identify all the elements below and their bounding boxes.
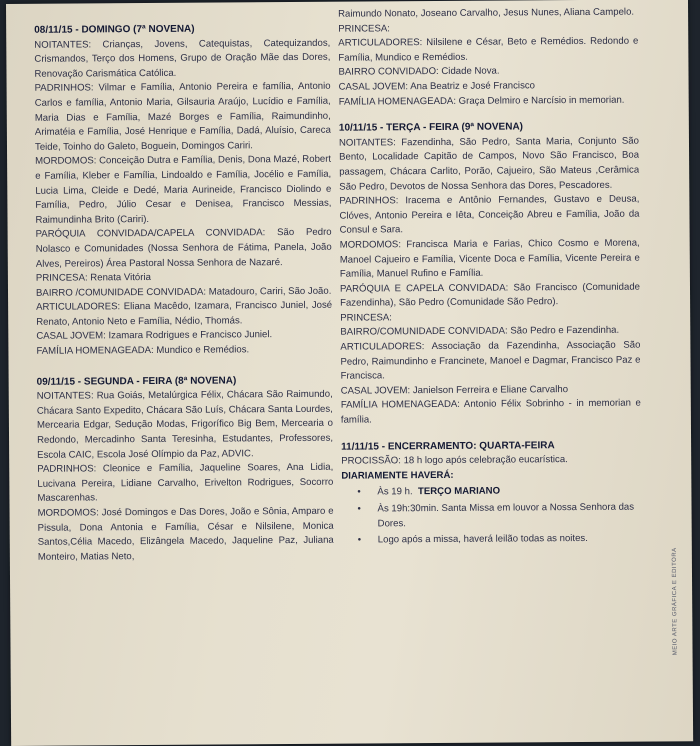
daily-item-text: Logo após a missa, haverá leilão todas as noites. xyxy=(377,533,588,546)
day3-articuladores: ARTICULADORES: Associação da Fazendinha, Associação São Pedro, Raimundinho e Francinete, Manoel e Dagmar, Francisco Paz e Francisca. xyxy=(340,339,641,382)
day3-noitantes: NOITANTES: Fazendinha, São Pedro, Santa Maria, Conjunto São Bento, Localidade Capitão de Campos, Novo São Francisco, Boa passagem, Chácara Carlito, Porão, Cajueiro, São Mateus ,Cerâmica São Pedro, Devotos de Nossa Senhora das Dores, Pescadores. xyxy=(338,135,640,193)
day1-articuladores: ARTICULADORES: Eliana Macêdo, Izamara, Francisco Juniel, José Renato, Antonio Neto e Família, Nédio, Thomás. xyxy=(36,300,333,328)
day2-noitantes: NOITANTES: Rua Goiás, Metalúrgica Félix, Chácara São Raimundo, Chácara Santo Expedito, Chácara São Luís, Chácara Santa Lourdes, Mercearia Edgar, Sedução Modas, Frigorífico Big Bem, Mercearia o Redondo, Mercadinho Santa Teresinha, Estudantes, Professores, Escola CAIC, Escola José Olímpio da Paz, ADVIC. xyxy=(36,388,334,461)
day1-date: 08/11/15 - DOMINGO (7ª NOVENA) xyxy=(34,23,195,36)
day1-noitantes: NOITANTES: Crianças, Jovens, Catequistas, Catequizandos, Crismandos, Terço dos Homens, Grupo de Oração Mãe das Dores, Renovação Carismática Católica. xyxy=(34,37,331,80)
printer-credit: MEIO ARTE GRÁFICA E EDITORA xyxy=(671,547,679,656)
bullet-icon: • xyxy=(357,534,362,546)
daily-item xyxy=(355,501,641,532)
daily-item xyxy=(356,532,642,549)
day1-padrinhos: PADRINHOS: Vilmar e Família, Antonio Pereira e família, Antonio Carlos e família, Antonio Maria, Gilsauria Araújo, Lucídio e Família, Maria Dias e Família, Mazé Borges e Família, Raimundinho, Arimatéia e Família, José Henrique e Família, Dadá, Aluísio, Careca Teide, Toinho do Galeto, Boguein, Domingos Cariri. xyxy=(34,81,331,153)
day2-mordomos: MORDOMOS: José Domingos e Das Dores, João e Sônia, Amparo e Pissula, Dona Antonia e Família, César e Nilsilene, Monica Santos,Célia Macedo, Elizângela Macedo, Jaqueline Paz, Juliana Monteiro, Matias Neto, xyxy=(37,505,334,563)
daily-item-time: Às 19 h. xyxy=(377,486,413,498)
day1-bairro: BAIRRO /COMUNIDADE CONVIDADA: Matadouro, Cariri, São João. xyxy=(35,285,332,299)
day3-date: 10/11/15 - TERÇA - FEIRA (9ª NOVENA) xyxy=(338,121,524,134)
day1-familia: FAMÍLIA HOMENAGEADA: Mundico e Remédios. xyxy=(36,344,250,357)
program-sheet xyxy=(6,0,693,746)
bullet-icon: • xyxy=(357,486,361,498)
right-column xyxy=(338,6,643,728)
day3-casal: CASAL JOVEM: Janielson Ferreira e Eliane Carvalho xyxy=(340,383,569,397)
daily-item-text: Às 19h:30min. Santa Missa em louvor a Nossa Senhora das Dores. xyxy=(377,501,635,530)
left-column xyxy=(34,22,335,744)
day3-mordomos: MORDOMOS: Francisca Maria e Farias, Chico Cosmo e Morena, Manoel Cajueiro e Família, Vicente Doca e Família, Vicente Pereira e Família, Manuel Rufino e Família. xyxy=(339,237,640,280)
daily-list xyxy=(341,484,641,548)
closing-procissao: PROCISSÃO: 18 h logo após celebração eucarística. xyxy=(341,454,568,467)
day3-bairro: BAIRRO/COMUNIDADE CONVIDADA: São Pedro e Fazendinha. xyxy=(340,325,620,339)
day3-padrinhos: PADRINHOS: Iracema e Antônio Fernandes, Gustavo e Deusa, Clóves, Antonio Pereira e Iêta, Conceição Abreu e Família, João da Consul e Sara. xyxy=(339,193,640,236)
day3-princesa: PRINCESA: xyxy=(340,312,392,324)
day2-padrinhos: PADRINHOS: Cleonice e Família, Jaqueline Soares, Ana Lidia, Lucivana Pereira, Lidiane Carvalho, Erivelton Rodrigues, Socorro Mascarenhas. xyxy=(37,461,334,505)
day2-familia: FAMÍLIA HOMENAGEADA: Graça Delmiro e Narcísio in memorian. xyxy=(338,94,625,108)
day2-princesa: PRINCESA: xyxy=(338,22,390,35)
closing-diariamente: DIARIAMENTE HAVERÁ: xyxy=(341,469,454,482)
day3-familia: FAMÍLIA HOMENAGEADA: Antonio Félix Sobrinho - in memorian e família. xyxy=(340,398,641,426)
daily-item-text: TERÇO MARIANO xyxy=(417,485,501,498)
day2-bairro: BAIRRO CONVIDADO: Cidade Nova. xyxy=(338,65,500,79)
day2-date: 09/11/15 - SEGUNDA - FEIRA (8ª NOVENA) xyxy=(36,375,237,388)
day1-princesa: PRINCESA: Renata Vitória xyxy=(35,272,151,284)
day1-paroquia: PARÓQUIA CONVIDADA/CAPELA CONVIDADA: São Pedro Nolasco e Comunidades (Nossa Senhora de Fátima, Panela, João Alves, Pereiros) Área Pastoral Nossa Senhora de Nazaré. xyxy=(35,227,332,270)
day2-casal: CASAL JOVEM: Ana Beatriz e José Francisco xyxy=(338,80,536,93)
closing-date: 11/11/15 - ENCERRAMENTO: QUARTA-FEIRA xyxy=(341,439,555,453)
day2-articuladores: ARTICULADORES: Nilsilene e César, Beto e Remédios. Redondo e Família, Mundico e Remédios. xyxy=(338,35,639,64)
day1-casal: CASAL JOVEM: Izamara Rodrigues e Francisco Juniel. xyxy=(36,329,273,343)
daily-item xyxy=(355,484,641,501)
day3-paroquia: PARÓQUIA E CAPELA CONVIDADA: São Francisco (Comunidade Fazendinha), São Pedro (Comunidade São Pedro). xyxy=(339,281,641,309)
day2-mordomos-cont: Raimundo Nonato, Joseano Carvalho, Jesus Nunes, Aliana Campelo. xyxy=(338,6,635,20)
bullet-icon: • xyxy=(357,503,361,515)
day1-mordomos: MORDOMOS: Conceição Dutra e Família, Denis, Dona Mazé, Robert e Família, Kleber e Família, Lindoaldo e Família, Jocélio e Família, Lucia Lima, Cleide e Dedé, Maria Aurineide, Francisco Diolindo e Família, Pedro, Júlio Cesar e Denisea, Francisco Messias, Raimundinha Brito (Cariri). xyxy=(35,154,332,226)
